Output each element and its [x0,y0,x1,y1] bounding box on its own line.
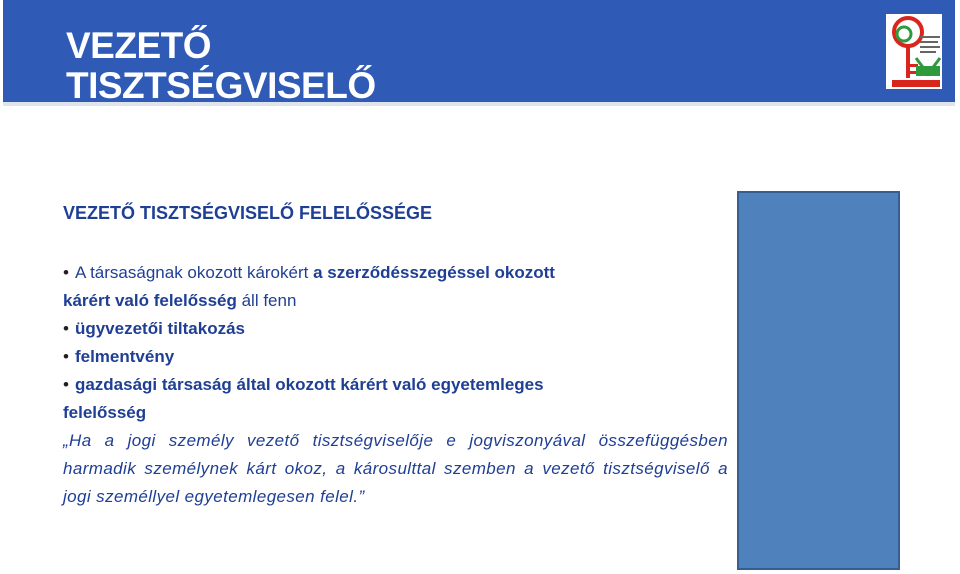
slide-title-line1: VEZETŐ [66,25,212,66]
bullet-icon: • [63,319,69,338]
legal-quote: „Ha a jogi személy vezető tisztségviselője e jogviszonyával összefüggésben harmadik személynek kárt okoz, a károsulttal szemben a vezető tisztségviselő a jogi személlyel egyetemlegesen felel.” [63,431,728,506]
bullet-1-tail: áll fenn [236,291,297,310]
content-body [63,259,728,511]
bullet-item-4 [63,371,728,427]
bullet-1-bold: a szerződésszegéssel okozott [313,263,555,282]
section-heading: VEZETŐ TISZTSÉGVISELŐ FELELŐSSÉGE [63,203,433,223]
bullet-4-text-2: felelősség [63,403,147,422]
bullet-item-2 [63,315,728,343]
slide-title-line2: TISZTSÉGVISELŐ [66,65,376,106]
bullet-2-text: ügyvezetői tiltakozás [74,319,246,338]
bullet-icon: • [63,347,69,366]
slide-title [66,26,376,106]
vosz-key-logo-icon [886,14,942,89]
bullet-icon: • [63,263,69,282]
bullet-3-text: felmentvény [74,347,175,366]
side-panel [737,191,900,570]
bullet-4-text: gazdasági társaság által okozott kárért való egyetemleges [74,375,544,394]
title-banner [3,0,955,106]
bullet-1-bold-2: kárért való felelősség [63,291,237,310]
bullet-icon: • [63,375,69,394]
bullet-item-3 [63,343,728,371]
bullet-item-1 [63,259,728,315]
bullet-1-text: A társaságnak okozott károkért [74,263,314,282]
